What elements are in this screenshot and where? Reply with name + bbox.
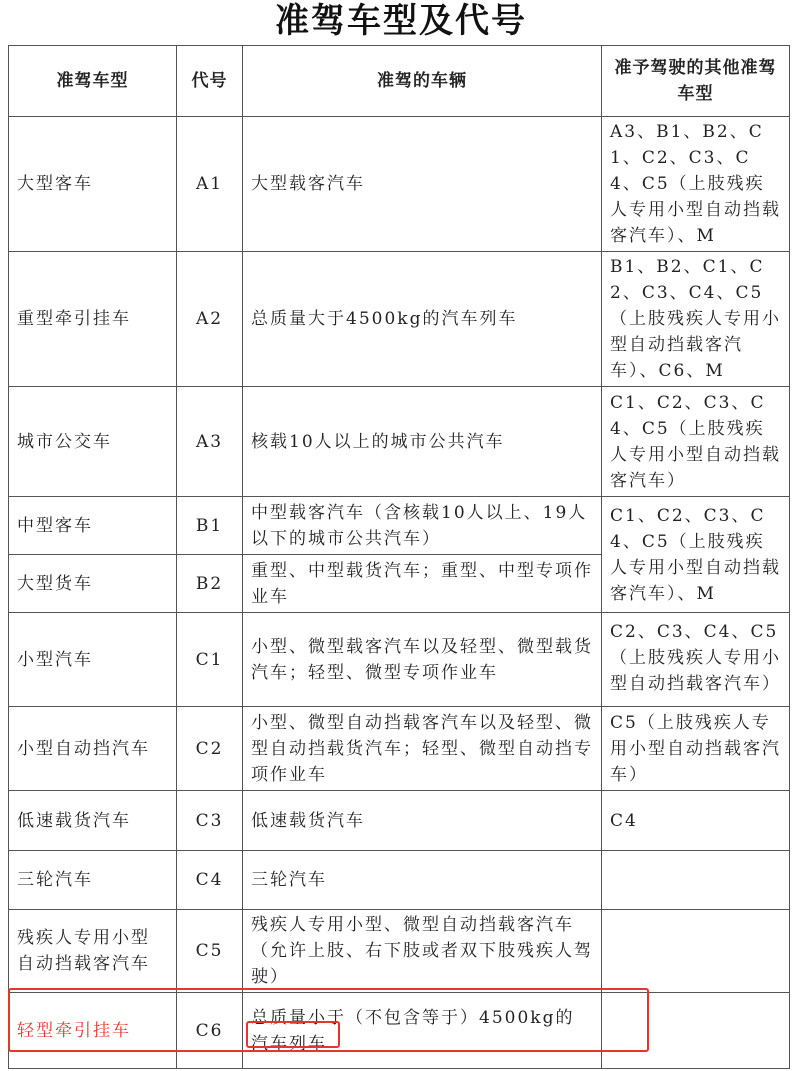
cell-code: C5 — [177, 910, 243, 993]
cell-vehicles: 小型、微型载客汽车以及轻型、微型载货汽车；轻型、微型专项作业车 — [243, 613, 602, 707]
header-other: 准予驾驶的其他准驾车型 — [602, 46, 790, 117]
cell-vehicles: 小型、微型自动挡载客汽车以及轻型、微型自动挡载货汽车；轻型、微型自动挡专项作业车 — [243, 707, 602, 791]
cell-type: 大型货车 — [9, 555, 177, 613]
cell-type: 小型自动挡汽车 — [9, 707, 177, 791]
table-row — [9, 791, 790, 851]
cell-vehicles: 核载10人以上的城市公共汽车 — [243, 387, 602, 497]
cell-vehicles: 残疾人专用小型、微型自动挡载客汽车（允许上肢、右下肢或者双下肢残疾人驾驶） — [243, 910, 602, 993]
cell-code: C4 — [177, 851, 243, 910]
table-row — [9, 910, 790, 993]
header-code: 代号 — [177, 46, 243, 117]
cell-vehicles: 重型、中型载货汽车；重型、中型专项作业车 — [243, 555, 602, 613]
cell-code: A3 — [177, 387, 243, 497]
cell-vehicles: 低速载货汽车 — [243, 791, 602, 851]
header-vehicles: 准驾的车辆 — [243, 46, 602, 117]
cell-code: C1 — [177, 613, 243, 707]
cell-other — [602, 910, 790, 993]
cell-vehicles: 三轮汽车 — [243, 851, 602, 910]
cell-type: 大型客车 — [9, 117, 177, 252]
cell-other: C5（上肢残疾人专用小型自动挡载客汽车） — [602, 707, 790, 791]
cell-type: 小型汽车 — [9, 613, 177, 707]
cell-code: B1 — [177, 497, 243, 555]
table-row — [9, 252, 790, 387]
cell-other-text: C2、C3、C4、C5（上肢残疾人专用小型自动挡载客汽车） — [610, 621, 781, 694]
table-row — [9, 387, 790, 497]
cell-other — [602, 851, 790, 910]
cell-code: B2 — [177, 555, 243, 613]
cell-code: C6 — [177, 993, 243, 1069]
page-title: 准驾车型及代号 — [275, 1, 527, 41]
table-row — [9, 707, 790, 791]
table-row — [9, 117, 790, 252]
table-row — [9, 851, 790, 910]
cell-vehicles: 大型载客汽车 — [243, 117, 602, 252]
cell-other: A3、B1、B2、C1、C2、C3、C4、C5（上肢残疾人专用小型自动挡载客汽车）、M — [602, 117, 790, 252]
cell-type: 低速载货汽车 — [9, 791, 177, 851]
license-class-table — [8, 45, 790, 1069]
cell-type: 轻型牵引挂车 — [9, 993, 177, 1069]
cell-type: 中型客车 — [9, 497, 177, 555]
cell-type: 三轮汽车 — [9, 851, 177, 910]
header-type: 准驾车型 — [9, 46, 177, 117]
cell-code: C3 — [177, 791, 243, 851]
cell-code: A1 — [177, 117, 243, 252]
highlight-box-c6-vehicles — [246, 1021, 340, 1048]
cell-vehicles: 总质量小于（不包含等于）4500kg的汽车列车 — [243, 993, 602, 1069]
cell-other — [602, 613, 790, 707]
table-row — [9, 497, 790, 555]
cell-other: B1、B2、C1、C2、C3、C4、C5（上肢残疾人专用小型自动挡载客汽车）、C6、M — [602, 252, 790, 387]
cell-vehicles: 中型载客汽车（含核载10人以上、19人以下的城市公共汽车） — [243, 497, 602, 555]
cell-other: C1、C2、C3、C4、C5（上肢残疾人专用小型自动挡载客汽车）、M — [602, 497, 790, 613]
table-header-row — [9, 46, 790, 117]
cell-vehicles: 总质量大于4500kg的汽车列车 — [243, 252, 602, 387]
cell-type: 城市公交车 — [9, 387, 177, 497]
cell-code: A2 — [177, 252, 243, 387]
cell-other: C1、C2、C3、C4、C5（上肢残疾人专用小型自动挡载客汽车） — [602, 387, 790, 497]
cell-other: C4 — [602, 791, 790, 851]
cell-type: 残疾人专用小型自动挡载客汽车 — [9, 910, 177, 993]
cell-type: 重型牵引挂车 — [9, 252, 177, 387]
cell-code: C2 — [177, 707, 243, 791]
table-row — [9, 613, 790, 707]
